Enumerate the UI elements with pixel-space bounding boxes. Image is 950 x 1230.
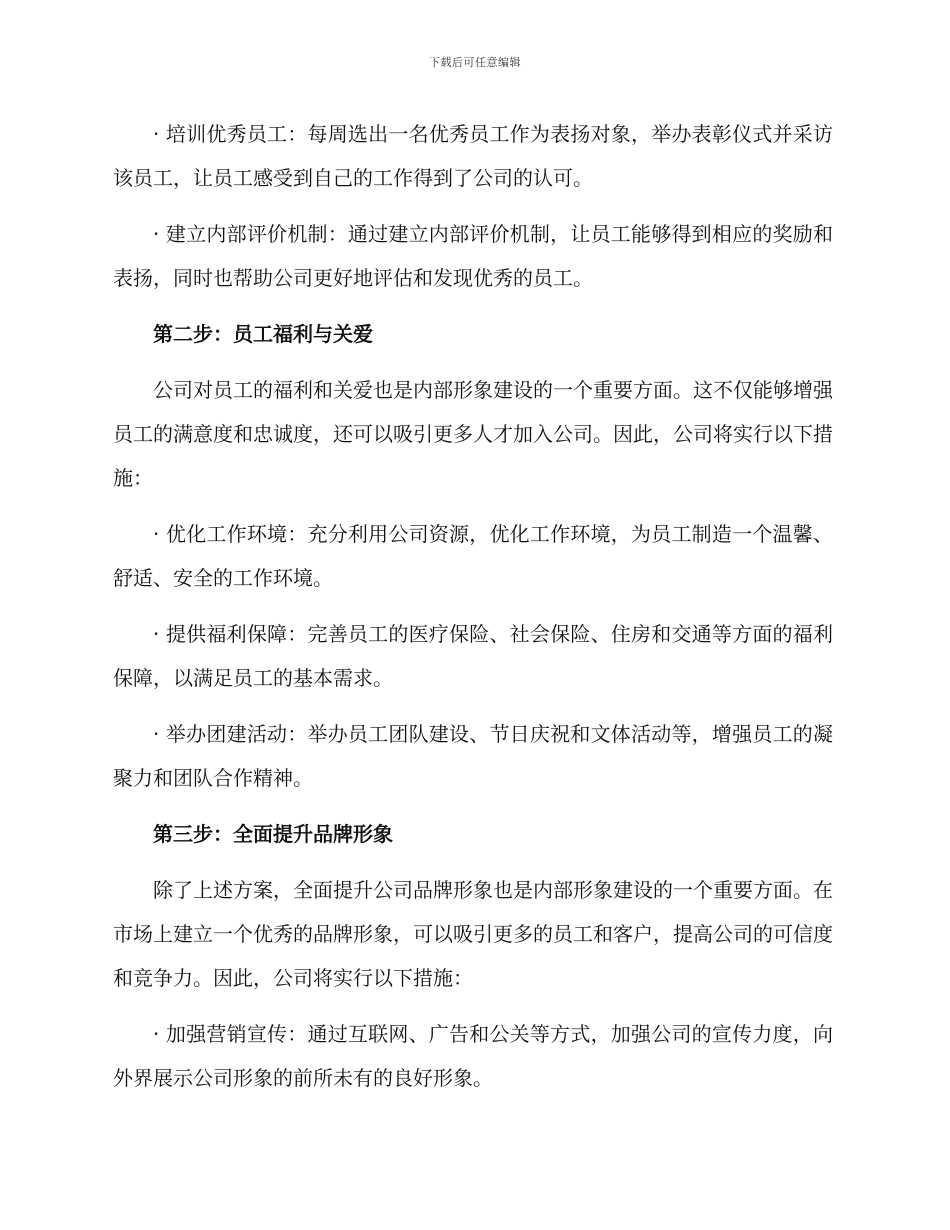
page-header: 下载后可任意编辑: [429, 56, 521, 69]
section-heading-step-two: 第二步：员工福利与关爱: [153, 322, 373, 346]
paragraph-welfare-intro: 公司对员工的福利和关爱也是内部形象建设的一个重要方面。这不仅能够增强员工的满意度和忠诚度，还可以吸引更多人才加入公司。因此，公司将实行以下措施：: [113, 378, 833, 490]
document-body: [113, 112, 833, 1112]
bullet-paragraph-marketing: · 加强营销宣传：通过互联网、广告和公关等方式，加强公司的宣传力度，向外界展示公司形象的前所未有的良好形象。: [113, 1022, 833, 1090]
section-heading-step-three: 第三步：全面提升品牌形象: [153, 822, 393, 846]
bullet-paragraph-welfare: · 提供福利保障：完善员工的医疗保险、社会保险、住房和交通等方面的福利保障，以满足员工的基本需求。: [113, 622, 833, 690]
paragraph-brand-intro: 除了上述方案，全面提升公司品牌形象也是内部形象建设的一个重要方面。在市场上建立一个优秀的品牌形象，可以吸引更多的员工和客户，提高公司的可信度和竞争力。因此，公司将实行以下措施：: [113, 878, 833, 990]
bullet-paragraph-evaluation: · 建立内部评价机制：通过建立内部评价机制，让员工能够得到相应的奖励和表扬，同时也帮助公司更好地评估和发现优秀的员工。: [113, 222, 833, 290]
bullet-paragraph-team-building: · 举办团建活动：举办员工团队建设、节日庆祝和文体活动等，增强员工的凝聚力和团队合作精神。: [113, 722, 833, 790]
bullet-paragraph-environment: · 优化工作环境：充分利用公司资源，优化工作环境，为员工制造一个温馨、舒适、安全的工作环境。: [113, 522, 833, 590]
bullet-paragraph-train-staff: · 培训优秀员工：每周选出一名优秀员工作为表扬对象，举办表彰仪式并采访该员工，让员工感受到自己的工作得到了公司的认可。: [113, 122, 833, 190]
